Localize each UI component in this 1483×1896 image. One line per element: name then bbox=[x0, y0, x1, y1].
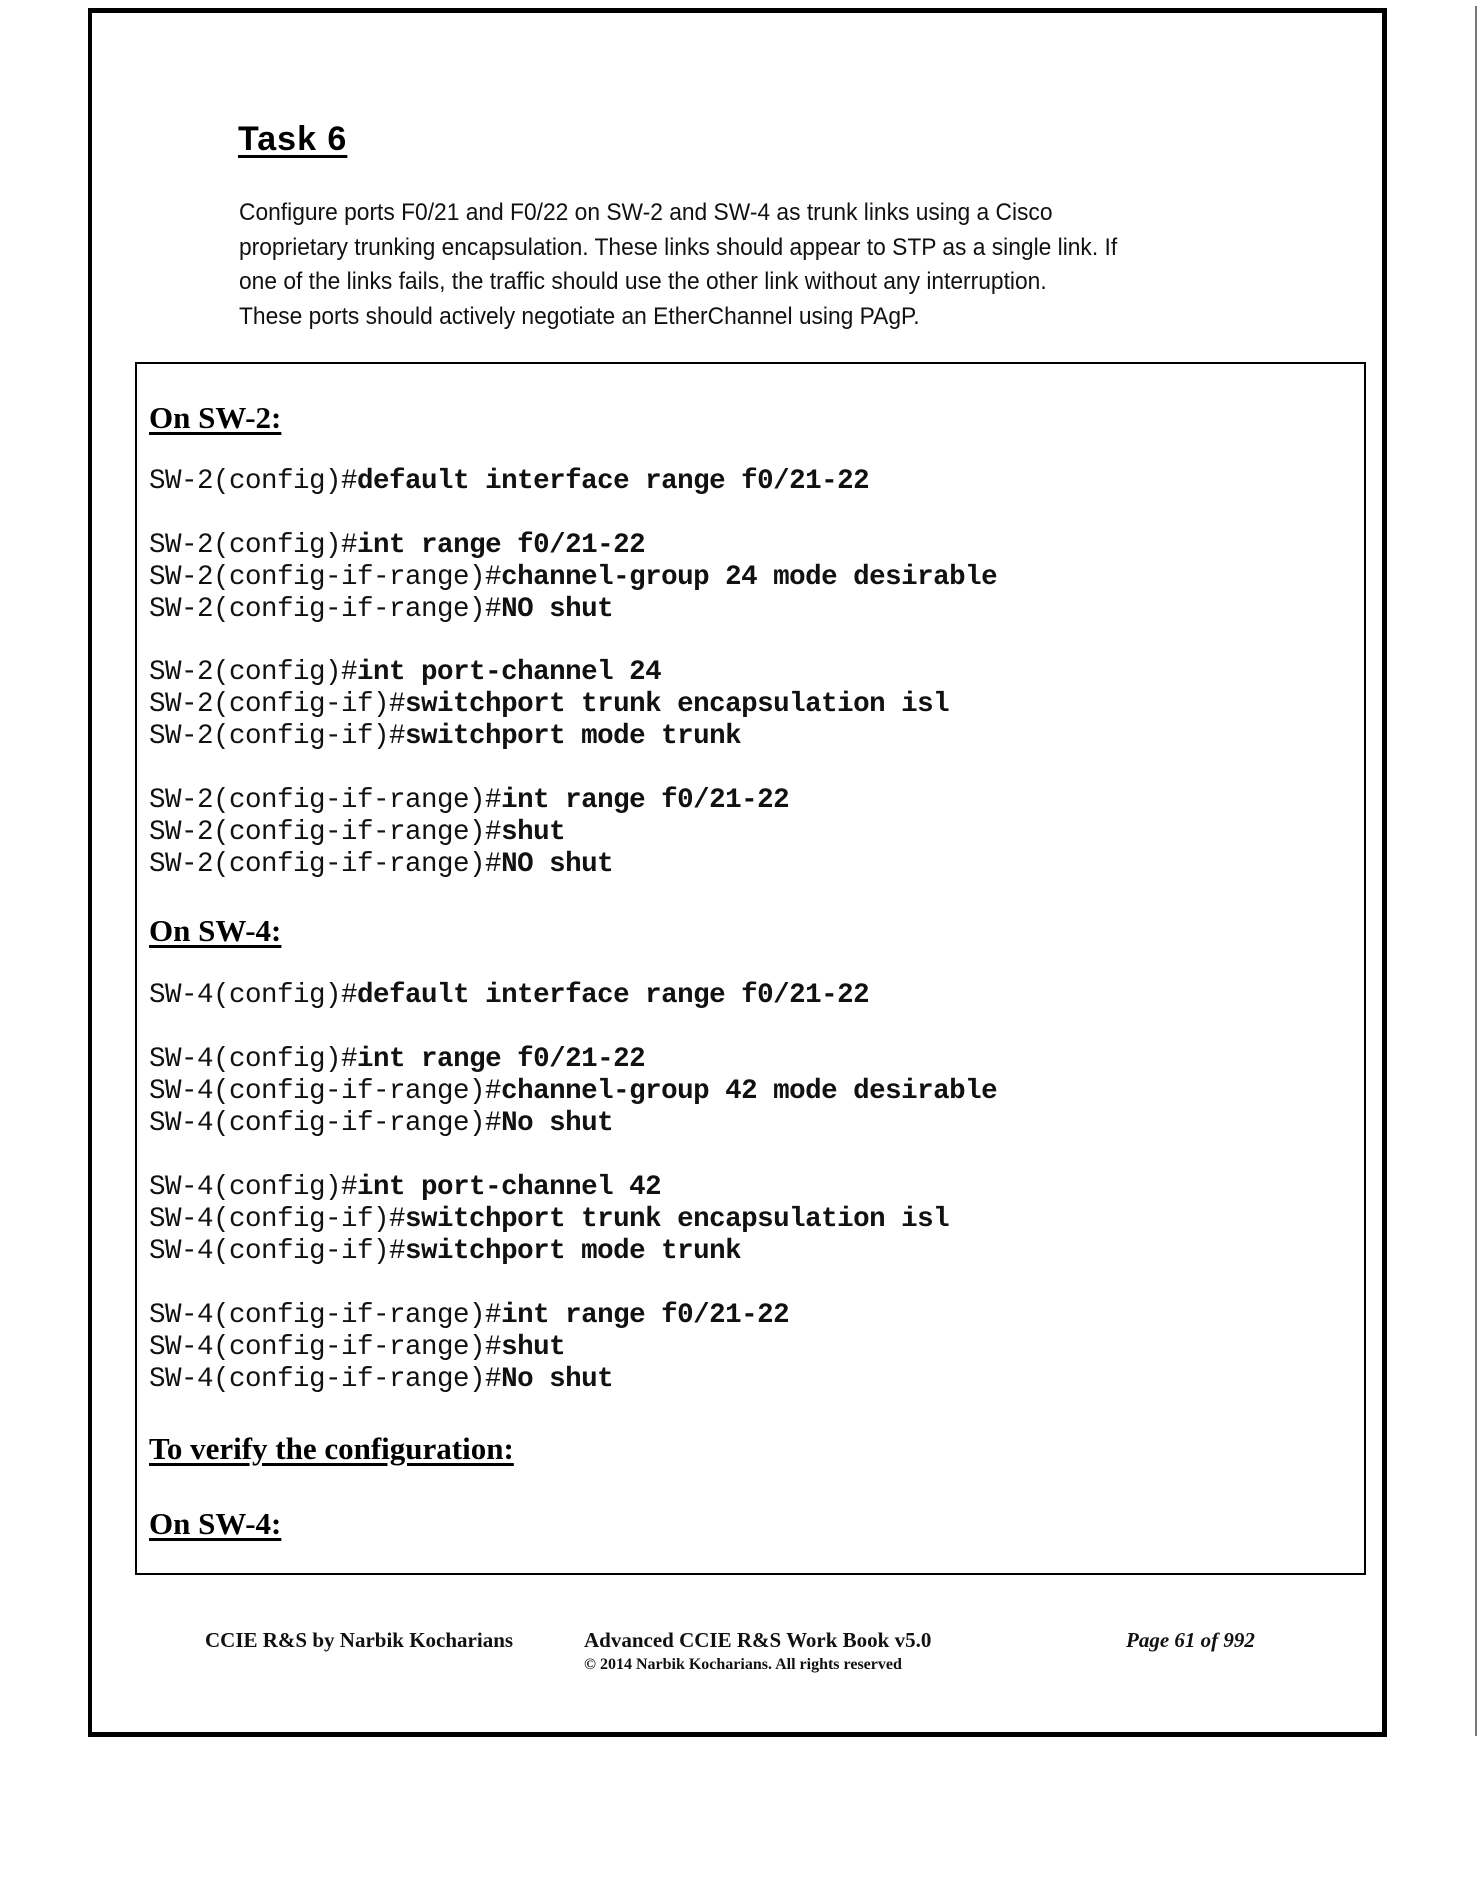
footer-book-title: Advanced CCIE R&S Work Book v5.0 bbox=[584, 1628, 932, 1652]
footer-author: CCIE R&S by Narbik Kocharians bbox=[205, 1628, 514, 1652]
code-command: No shut bbox=[501, 1364, 614, 1395]
code-line bbox=[149, 657, 661, 688]
code-line bbox=[149, 1076, 997, 1107]
description-line: one of the links fails, the traffic should use the other link without any interruption. bbox=[239, 268, 1047, 295]
code-prompt: SW-2(config)# bbox=[149, 466, 358, 497]
code-command: int range f0/21-22 bbox=[501, 1300, 790, 1331]
description-line: These ports should actively negotiate an EtherChannel using PAgP. bbox=[239, 302, 920, 330]
code-command: default interface range f0/21-22 bbox=[357, 980, 870, 1011]
code-command: shut bbox=[501, 1332, 566, 1363]
code-line bbox=[149, 562, 997, 593]
code-command: switchport mode trunk bbox=[405, 1236, 742, 1267]
code-prompt: SW-4(config-if-range)# bbox=[149, 1364, 502, 1395]
code-prompt: SW-2(config-if-range)# bbox=[149, 785, 502, 816]
scan-edge-line bbox=[1475, 6, 1477, 1736]
heading-on-sw4: On SW-4: bbox=[149, 913, 282, 948]
code-prompt: SW-4(config-if-range)# bbox=[149, 1076, 502, 1107]
code-prompt: SW-4(config)# bbox=[149, 980, 358, 1011]
code-line bbox=[149, 1300, 789, 1331]
code-line bbox=[149, 1204, 949, 1235]
heading-verify: To verify the configuration: bbox=[149, 1431, 514, 1466]
code-command: channel-group 42 mode desirable bbox=[501, 1076, 998, 1107]
code-prompt: SW-2(config-if-range)# bbox=[149, 594, 502, 625]
code-line bbox=[149, 1364, 613, 1395]
footer-page-number: Page 61 of 992 bbox=[1126, 1628, 1255, 1652]
code-command: default interface range f0/21-22 bbox=[357, 466, 870, 497]
code-line bbox=[149, 594, 613, 625]
code-prompt: SW-4(config)# bbox=[149, 1172, 358, 1203]
code-command: int range f0/21-22 bbox=[501, 785, 790, 816]
task-title: Task 6 bbox=[238, 120, 348, 158]
code-prompt: SW-4(config-if)# bbox=[149, 1236, 406, 1267]
code-prompt: SW-2(config-if-range)# bbox=[149, 562, 502, 593]
code-line bbox=[149, 1236, 741, 1267]
code-prompt: SW-4(config-if-range)# bbox=[149, 1108, 502, 1139]
code-line bbox=[149, 1172, 661, 1203]
code-line bbox=[149, 689, 949, 720]
code-prompt: SW-2(config)# bbox=[149, 530, 358, 561]
code-prompt: SW-2(config-if-range)# bbox=[149, 817, 502, 848]
code-command: int port-channel 24 bbox=[357, 657, 662, 688]
footer-copyright: © 2014 Narbik Kocharians. All rights reserved bbox=[584, 1656, 902, 1673]
heading-on-sw2: On SW-2: bbox=[149, 400, 282, 435]
code-line bbox=[149, 721, 741, 752]
code-prompt: SW-4(config)# bbox=[149, 1044, 358, 1075]
code-prompt: SW-4(config-if)# bbox=[149, 1204, 406, 1235]
code-command: NO shut bbox=[501, 594, 614, 625]
code-prompt: SW-4(config-if-range)# bbox=[149, 1332, 502, 1363]
code-line bbox=[149, 530, 645, 561]
code-prompt: SW-2(config)# bbox=[149, 657, 358, 688]
code-prompt: SW-2(config-if)# bbox=[149, 689, 406, 720]
code-command: int range f0/21-22 bbox=[357, 1044, 646, 1075]
code-command: int port-channel 42 bbox=[357, 1172, 662, 1203]
code-line bbox=[149, 785, 789, 816]
code-prompt: SW-4(config-if-range)# bbox=[149, 1300, 502, 1331]
code-command: NO shut bbox=[501, 849, 614, 880]
code-command: channel-group 24 mode desirable bbox=[501, 562, 998, 593]
task-description bbox=[239, 196, 1178, 334]
code-prompt: SW-2(config-if-range)# bbox=[149, 849, 502, 880]
description-line: proprietary trunking encapsulation. These links should appear to STP as a single link. If bbox=[239, 233, 1118, 261]
code-line bbox=[149, 466, 869, 497]
code-command: switchport trunk encapsulation isl bbox=[405, 1204, 950, 1235]
code-prompt: SW-2(config-if)# bbox=[149, 721, 406, 752]
code-line bbox=[149, 980, 869, 1011]
code-command: int range f0/21-22 bbox=[357, 530, 646, 561]
code-line bbox=[149, 1108, 613, 1139]
code-command: switchport trunk encapsulation isl bbox=[405, 689, 950, 720]
description-line: Configure ports F0/21 and F0/22 on SW-2 and SW-4 as trunk links using a Cisco bbox=[239, 199, 1053, 226]
code-command: shut bbox=[501, 817, 566, 848]
code-command: No shut bbox=[501, 1108, 614, 1139]
code-line bbox=[149, 1044, 645, 1075]
code-line bbox=[149, 817, 565, 848]
code-command: switchport mode trunk bbox=[405, 721, 742, 752]
code-line bbox=[149, 1332, 565, 1363]
code-line bbox=[149, 849, 613, 880]
heading-verify-on-sw4: On SW-4: bbox=[149, 1506, 282, 1541]
